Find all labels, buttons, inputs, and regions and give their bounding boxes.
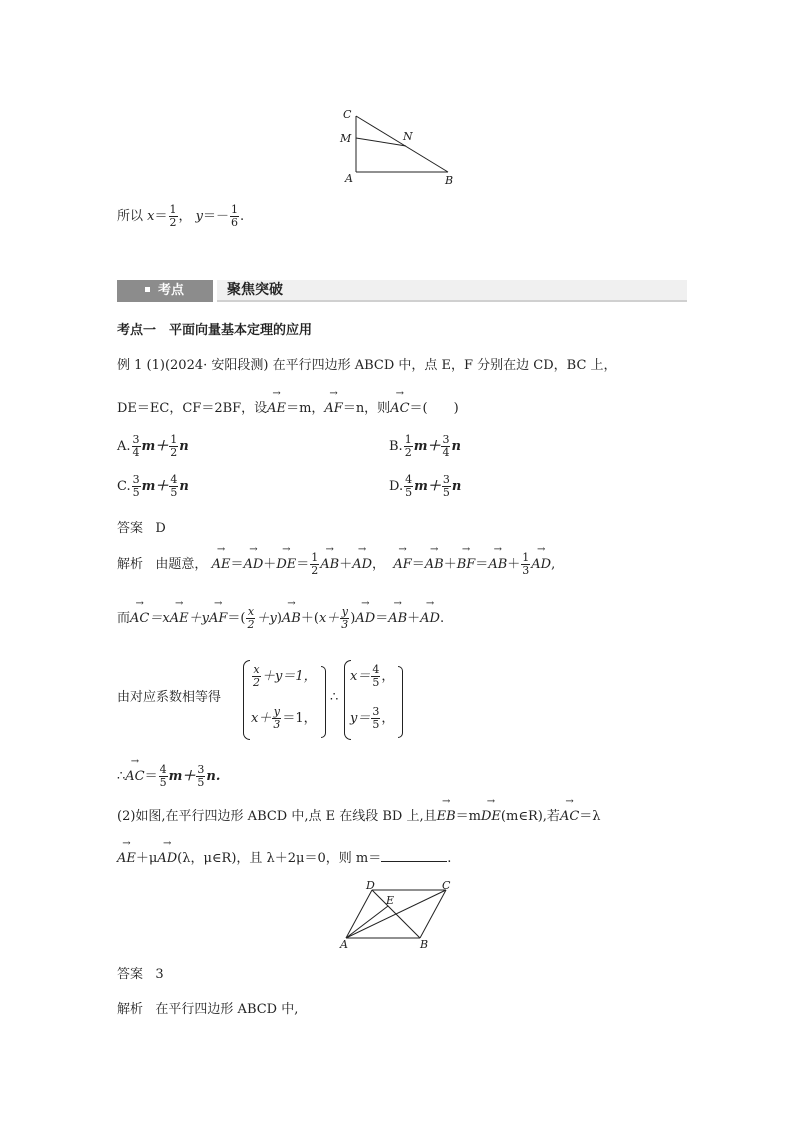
label-a: A	[345, 172, 353, 185]
therefore-symbol: ∴	[330, 690, 339, 705]
vector-ae: → AE	[267, 400, 286, 418]
xy-result-line	[117, 204, 244, 229]
system-1: $\frac{x}{2}$ ＋y＝1， x＋ $\frac{y}{3}$ ＝1，	[243, 660, 328, 740]
ex1-line1: 例 1 (1)(2024· 安阳段测) 在平行四边形 ABCD 中，点 E，F 分别在边 CD，BC 上，	[117, 358, 617, 373]
label-c2: C	[442, 880, 451, 892]
section-title: 考点一 平面向量基本定理的应用	[117, 323, 313, 338]
label-c: C	[343, 108, 352, 121]
ex2-line2: → AE＋μ→ AD(λ，μ∈R)，且 λ＋2μ＝0，则 m＝ .	[117, 848, 451, 868]
ex1-analysis-line2: 而→ AC＝x→ AE＋y→ AF＝( $\frac{x}{2}$ ＋y)→ AB＋(x＋ $\frac{y}{3}$ )→ AD＝→ AB＋→ AD.	[117, 606, 444, 631]
x-var: x	[147, 209, 155, 224]
label-d: D	[366, 880, 375, 892]
banner-left-label: 考点	[158, 283, 185, 298]
vector-af: → AF	[324, 400, 342, 418]
ex2-answer: 答案 3	[117, 967, 164, 982]
triangle-figure	[336, 104, 466, 190]
option-b[interactable]: B. $\frac{1}{2}$ m＋ $\frac{3}{4}$ n	[389, 433, 461, 459]
xy-prefix: 所以	[117, 209, 144, 224]
ex1-conclusion: ∴→ AC＝ $\frac{4}{5}$ m＋ $\frac{3}{5}$ n.	[117, 764, 220, 789]
label-a2: A	[340, 938, 348, 951]
option-c[interactable]: C. $\frac{3}{5}$ m＋ $\frac{4}{5}$ n	[117, 473, 189, 499]
ex1-answer: 答案 D	[117, 521, 166, 536]
ex1-analysis-line1: 解析 由题意， → AE＝→ AD＋→ DE＝ $\frac{1}{2}$ → AB＋→ AD， → AF＝→ AB＋→ BF＝→ AB＋ $\frac{1}{3}$ → AD,	[117, 552, 555, 577]
ex2-analysis: 解析 在平行四边形 ABCD 中,	[117, 1002, 299, 1017]
y-eq: ＝－	[203, 209, 230, 224]
label-n: N	[403, 130, 413, 143]
option-a[interactable]: A. $\frac{3}{4}$ m＋ $\frac{1}{2}$ n	[117, 433, 189, 459]
label-b: B	[445, 174, 454, 187]
label-m: M	[340, 132, 352, 145]
banner-left	[117, 280, 213, 302]
label-e: E	[386, 894, 395, 907]
answer-blank[interactable]	[381, 848, 447, 862]
x-fraction: $\frac{1}{2}$	[169, 203, 177, 229]
y-var: y	[195, 209, 204, 224]
x-eq: ＝	[154, 209, 168, 224]
label-b2: B	[420, 938, 429, 951]
ex2-line1: (2)如图,在平行四边形 ABCD 中,点 E 在线段 BD 上,且→ EB＝m→ DE(m∈R),若→ AC＝λ	[117, 808, 601, 826]
system-pre: 由对应系数相等得	[117, 690, 222, 705]
ex1-line2: DE＝EC，CF＝2BF，设→ AE＝m，→ AF＝n，则→ AC＝( )	[117, 400, 459, 418]
section-banner	[117, 280, 677, 302]
banner-right: 聚焦突破	[217, 280, 687, 302]
vector-ac: → AC	[390, 400, 409, 418]
xy-sep: ，	[178, 209, 192, 224]
option-d[interactable]: D. $\frac{4}{5}$ m＋ $\frac{3}{5}$ n	[389, 473, 462, 499]
y-fraction: $\frac{1}{6}$	[231, 203, 239, 229]
xy-end: .	[240, 209, 245, 224]
bullet-icon	[145, 287, 150, 292]
parallelogram-figure	[336, 880, 466, 954]
system-2: x＝ $\frac{4}{5}$ ， y＝ $\frac{3}{5}$ ，	[344, 660, 406, 740]
